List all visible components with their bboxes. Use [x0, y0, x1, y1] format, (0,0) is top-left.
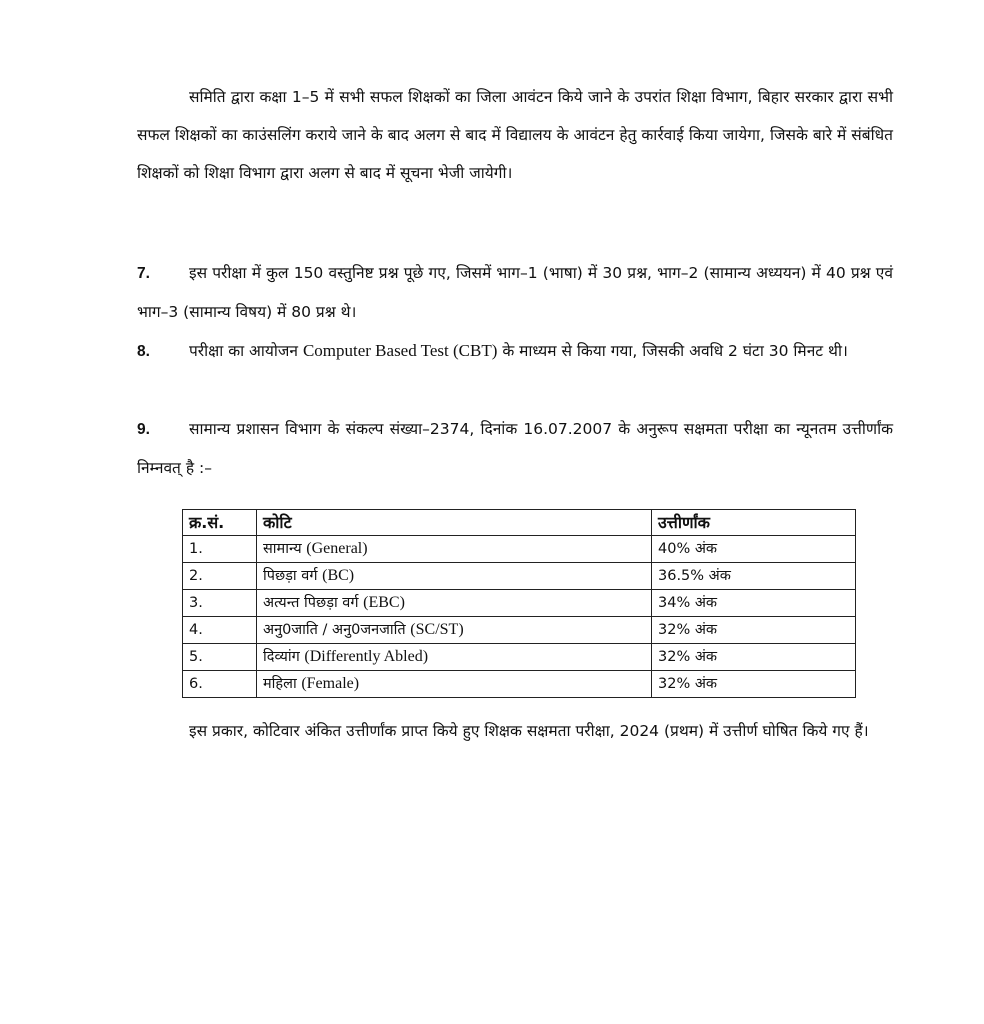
table-row	[183, 644, 856, 671]
row-serial-number: 3.	[183, 590, 257, 617]
point-9	[137, 410, 893, 487]
table-row	[183, 617, 856, 644]
header-category: कोटि	[257, 510, 652, 536]
row-serial-number: 2.	[183, 563, 257, 590]
table-header-row	[183, 510, 856, 536]
conclusion-paragraph	[137, 712, 893, 750]
table-row	[183, 671, 856, 698]
point-8-number: 8.	[137, 343, 150, 360]
point-7	[137, 254, 893, 331]
row-serial-number: 5.	[183, 644, 257, 671]
intro-paragraph	[137, 78, 893, 192]
category-english: (Female)	[301, 675, 360, 692]
row-pass-mark: 34% अंक	[652, 590, 856, 617]
row-serial-number: 1.	[183, 536, 257, 563]
point-9-number: 9.	[137, 421, 150, 438]
row-pass-mark: 40% अंक	[652, 536, 856, 563]
row-category	[257, 644, 652, 671]
point-8	[137, 332, 893, 371]
conclusion-text: इस प्रकार, कोटिवार अंकित उत्तीर्णांक प्राप्त किये हुए शिक्षक सक्षमता परीक्षा, 2024 (प्रथम) में उत्तीर्ण घोषित किये गए हैं।	[189, 722, 869, 740]
category-hindi: दिव्यांग	[263, 649, 305, 665]
point-9-text: सामान्य प्रशासन विभाग के संकल्प संख्या–2374, दिनांक 16.07.2007 के अनुरूप सक्षमता परीक्षा का न्यूनतम उत्तीर्णांक निम्नवत् है :–	[137, 420, 893, 477]
row-category	[257, 617, 652, 644]
row-category	[257, 563, 652, 590]
table-row	[183, 563, 856, 590]
point-8-text-after: के माध्यम से किया गया, जिसकी अवधि 2 घंटा 30 मिनट थी।	[497, 342, 848, 360]
category-english: (BC)	[322, 567, 355, 584]
category-hindi: महिला	[263, 676, 302, 692]
category-hindi: अनु0जाति / अनु0जनजाति	[263, 622, 411, 638]
category-english: (General)	[306, 540, 368, 557]
header-pass-marks: उत्तीर्णांक	[652, 510, 856, 536]
row-pass-mark: 36.5% अंक	[652, 563, 856, 590]
row-pass-mark: 32% अंक	[652, 617, 856, 644]
point-7-number: 7.	[137, 265, 150, 282]
row-category	[257, 536, 652, 563]
table-row	[183, 536, 856, 563]
row-serial-number: 4.	[183, 617, 257, 644]
category-english: (EBC)	[363, 594, 405, 611]
pass-marks-table	[182, 509, 856, 698]
point-8-text-before: परीक्षा का आयोजन	[189, 342, 303, 360]
row-category	[257, 590, 652, 617]
row-serial-number: 6.	[183, 671, 257, 698]
category-hindi: पिछड़ा वर्ग	[263, 568, 323, 584]
header-serial-number: क्र.सं.	[183, 510, 257, 536]
row-category	[257, 671, 652, 698]
category-hindi: अत्यन्त पिछड़ा वर्ग	[263, 595, 364, 611]
intro-text: समिति द्वारा कक्षा 1–5 में सभी सफल शिक्षकों का जिला आवंटन किये जाने के उपरांत शिक्षा विभाग, बिहार सरकार द्वारा सभी सफल शिक्षकों का काउंसलिंग कराये जाने के बाद अलग से बाद में विद्यालय के आवंटन हेतु कार्रवाई किया जायेगा, जिसके बारे में संबंधित शिक्षकों को शिक्षा विभाग द्वारा अलग से बाद में सूचना भेजी जायेगी।	[137, 88, 893, 182]
row-pass-mark: 32% अंक	[652, 671, 856, 698]
point-7-text: इस परीक्षा में कुल 150 वस्तुनिष्ट प्रश्न पूछे गए, जिसमें भाग–1 (भाषा) में 30 प्रश्न, भाग–2 (सामान्य अध्ययन) में 40 प्रश्न एवं भाग–3 (सामान्य विषय) में 80 प्रश्न थे।	[137, 264, 893, 321]
category-hindi: सामान्य	[263, 541, 307, 557]
point-8-text-latin: Computer Based Test (CBT)	[302, 341, 498, 360]
category-english: (SC/ST)	[410, 621, 464, 638]
category-english: (Differently Abled)	[304, 648, 429, 665]
row-pass-mark: 32% अंक	[652, 644, 856, 671]
table-row	[183, 590, 856, 617]
